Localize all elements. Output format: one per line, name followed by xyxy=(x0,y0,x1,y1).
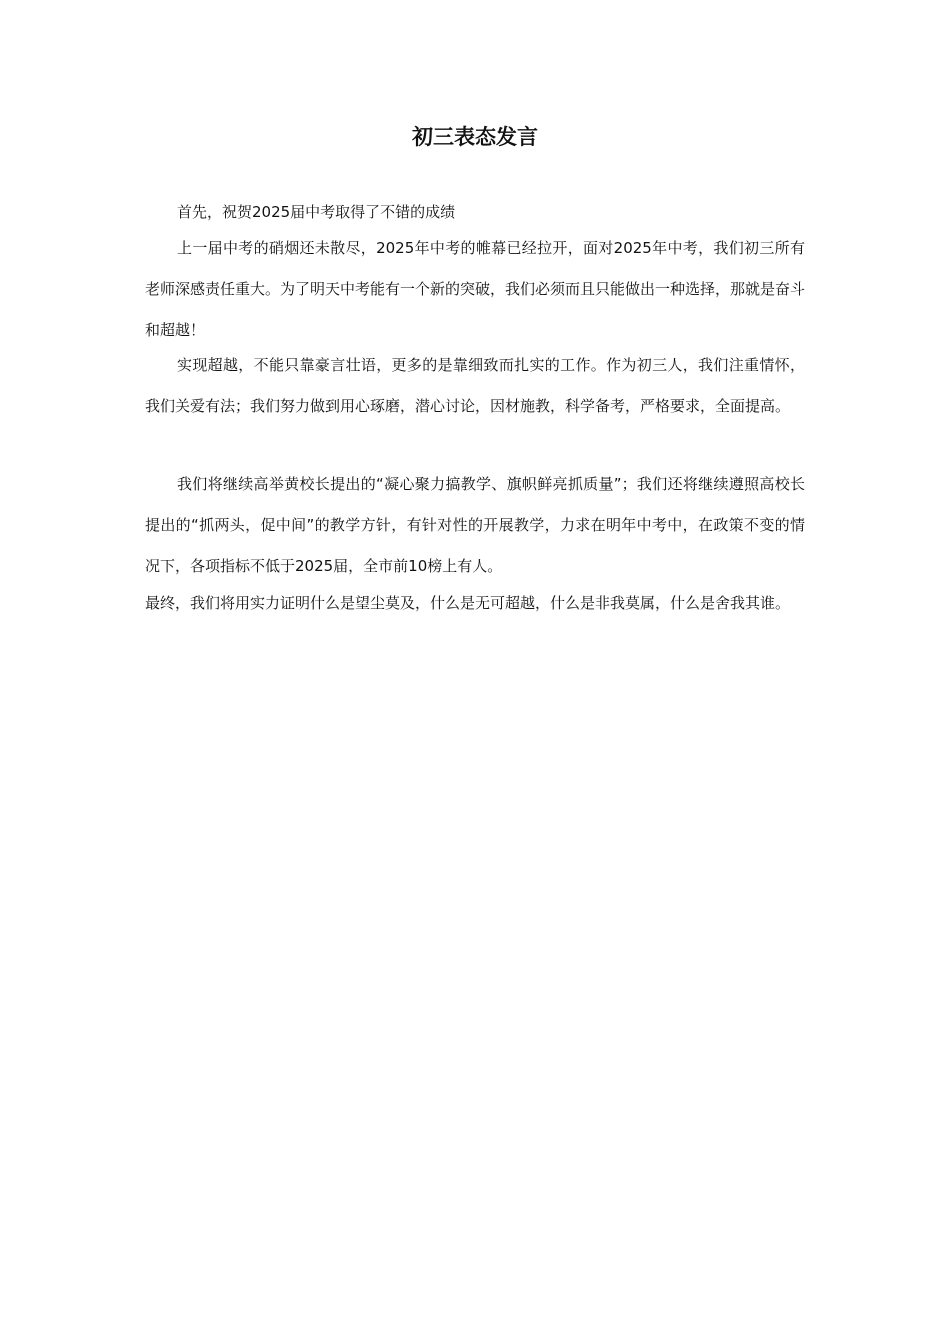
paragraph-responsibility: 上一届中考的硝烟还未散尽，2025年中考的帷幕已经拉开，面对2025年中考，我们初三所有老师深感责任重大。为了明天中考能有一个新的突破，我们必须而且只能做出一种选择，那就是奋斗和超越！ xyxy=(145,239,806,339)
paragraph-conclusion: 最终，我们将用实力证明什么是望尘莫及，什么是无可超越，什么是非我莫属，什么是舍我其谁。 xyxy=(145,594,791,612)
paragraph-congratulations: 首先，祝贺2025届中考取得了不错的成绩 xyxy=(177,203,456,221)
document-title: 初三表态发言 xyxy=(412,125,538,149)
paragraph-teaching-policy: 我们将继续高举黄校长提出的“凝心聚力搞教学、旗帜鲜亮抓质量”；我们还将继续遵照高校长提出的“抓两头，促中间”的教学方针，有针对性的开展教学，力求在明年中考中，在政策不变的情况下，各项指标不低于2025届，全市前10榜上有人。 xyxy=(145,475,805,575)
paragraph-work-approach: 实现超越，不能只靠豪言壮语，更多的是靠细致而扎实的工作。作为初三人，我们注重情怀，我们关爱有法；我们努力做到用心琢磨，潜心讨论，因材施教，科学备考，严格要求，全面提高。 xyxy=(145,356,805,415)
